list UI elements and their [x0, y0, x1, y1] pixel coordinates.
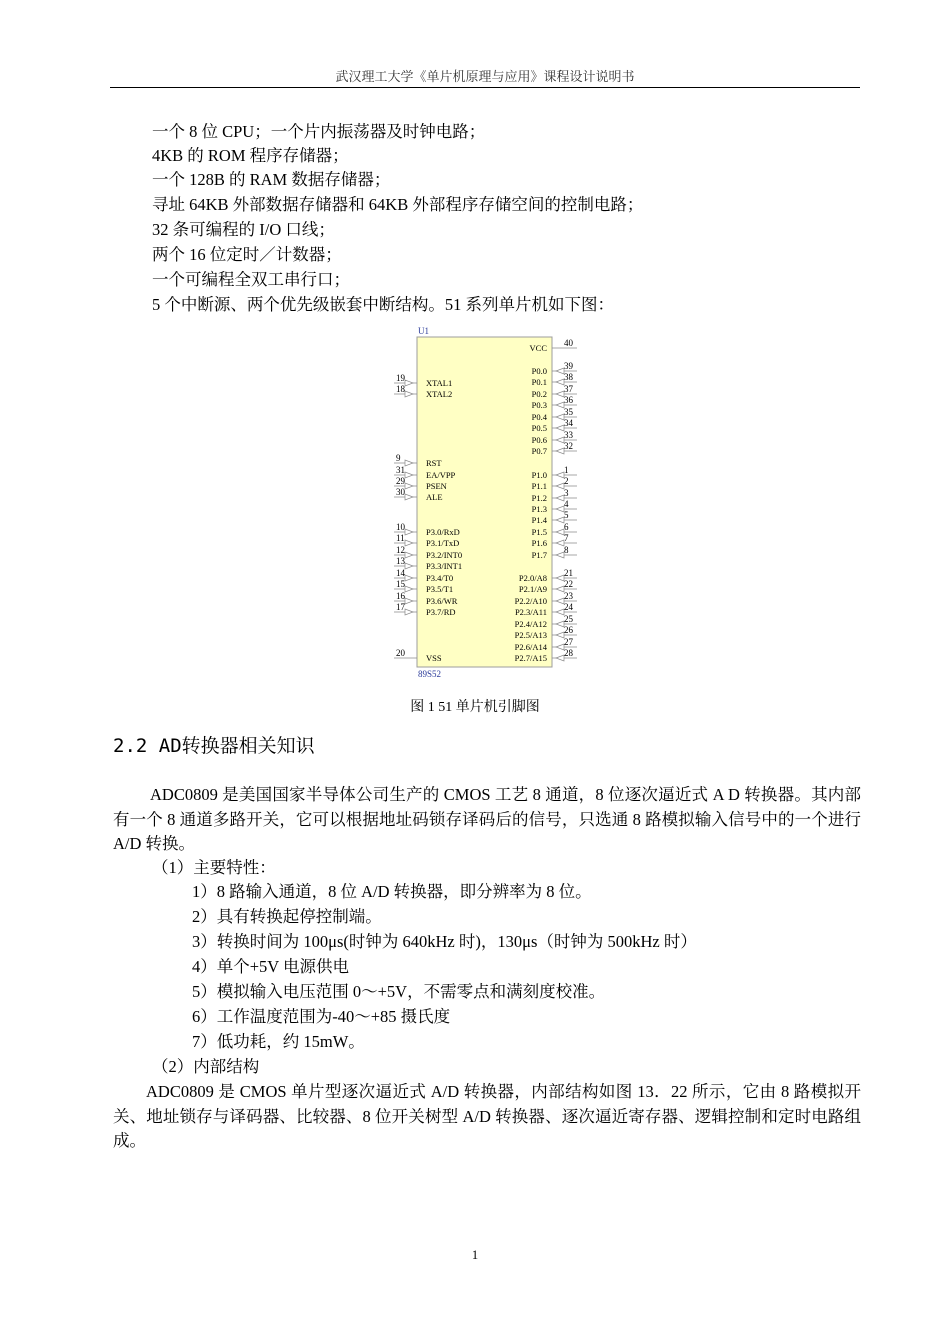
pin-arrow-icon — [405, 540, 413, 546]
pin-label: P2.7/A15 — [514, 653, 547, 663]
pin-number: 15 — [396, 579, 405, 589]
pin-arrow-icon — [556, 483, 564, 489]
pin-arrow-icon — [405, 380, 413, 386]
pin-number: 19 — [396, 373, 405, 383]
feature-line: 32 条可编程的 I/O 口线； — [152, 220, 335, 239]
pin-arrow-icon — [405, 609, 413, 615]
pin-number: 28 — [564, 648, 573, 658]
pin-arrow-icon — [556, 425, 564, 431]
pin-number: 11 — [396, 533, 405, 543]
spec-item: 7）低功耗，约 15mW。 — [192, 1032, 365, 1051]
pin-arrow-icon — [405, 391, 413, 397]
pin-arrow-icon — [405, 598, 413, 604]
pin-arrow-icon — [556, 609, 564, 615]
pin-number: 38 — [564, 372, 573, 382]
pin-label: P1.3 — [531, 504, 547, 514]
pin-label: P1.6 — [531, 538, 547, 548]
pin-label: XTAL2 — [426, 389, 453, 399]
pin-arrow-icon — [556, 495, 564, 501]
pin-label: P3.0/RxD — [426, 527, 460, 537]
pin-arrow-icon — [556, 540, 564, 546]
pin-label: P1.7 — [531, 550, 547, 560]
pin-number: 5 — [564, 510, 569, 520]
pin-number: 22 — [564, 579, 573, 589]
pin-arrow-icon — [556, 414, 564, 420]
pin-label: P0.0 — [531, 366, 547, 376]
pin-label: P3.4/T0 — [426, 573, 454, 583]
pin-number: 7 — [564, 533, 569, 543]
pin-arrow-icon — [556, 655, 564, 661]
chip-pinout-diagram — [380, 320, 590, 685]
pin-label: P0.4 — [531, 412, 547, 422]
pin-arrow-icon — [556, 379, 564, 385]
pin-label: VSS — [426, 653, 442, 663]
pin-label: P3.5/T1 — [426, 584, 454, 594]
intro-paragraph: ADC0809 是美国国家半导体公司生产的 CMOS 工艺 8 通道，8 位逐次逼近式 A D 转换器。其内部有一个 8 通道多路开关，它可以根据地址码锁存译码后的信号，只选通 8 路模拟输入信号中的一个进行 A/D 转换。 — [113, 785, 861, 853]
subheading-structure: （2）内部结构 — [152, 1057, 260, 1076]
pin-number: 25 — [564, 614, 573, 624]
pin-label: P2.2/A10 — [514, 596, 547, 606]
spec-item: 2）具有转换起停控制端。 — [192, 907, 382, 926]
pin-arrow-icon — [556, 448, 564, 454]
pin-label: P2.6/A14 — [514, 642, 547, 652]
pin-number: 32 — [564, 441, 573, 451]
pin-number: 14 — [396, 568, 405, 578]
pin-label: XTAL1 — [426, 378, 453, 388]
pin-label: P3.2/INT0 — [426, 550, 463, 560]
pin-number: 21 — [564, 568, 573, 578]
pin-number: 33 — [564, 430, 573, 440]
pin-number: 3 — [564, 488, 569, 498]
pin-arrow-icon — [556, 391, 564, 397]
pin-arrow-icon — [556, 552, 564, 558]
pin-arrow-icon — [556, 529, 564, 535]
pin-label: RST — [426, 458, 442, 468]
pin-number: 39 — [564, 361, 573, 371]
pin-number: 10 — [396, 522, 405, 532]
pin-label: P0.6 — [531, 435, 547, 445]
pin-number: 26 — [564, 625, 573, 635]
pin-number: 18 — [396, 384, 405, 394]
pin-number: 16 — [396, 591, 405, 601]
pin-label: P2.5/A13 — [514, 630, 547, 640]
subheading-features: （1）主要特性： — [152, 858, 276, 877]
feature-line: 寻址 64KB 外部数据存储器和 64KB 外部程序存储空间的控制电路； — [152, 195, 644, 214]
pin-label: P2.1/A9 — [518, 584, 547, 594]
pin-number: 30 — [396, 487, 405, 497]
pin-number: 36 — [564, 395, 573, 405]
pin-arrow-icon — [556, 437, 564, 443]
pin-label: P0.5 — [531, 423, 547, 433]
pin-arrow-icon — [405, 586, 413, 592]
pin-label: P3.7/RD — [426, 607, 456, 617]
pin-label: P1.1 — [531, 481, 547, 491]
chip-part-label: 89S52 — [418, 669, 442, 679]
feature-line: 两个 16 位定时／计数器； — [152, 245, 342, 264]
pin-arrow-icon — [556, 575, 564, 581]
pin-number: 12 — [396, 545, 405, 555]
pin-number: 2 — [564, 476, 569, 486]
pin-number: 27 — [564, 637, 573, 647]
chip-ref-label: U1 — [418, 326, 429, 336]
pin-number: 23 — [564, 591, 573, 601]
pin-number: 4 — [564, 499, 569, 509]
pin-arrow-icon — [556, 472, 564, 478]
pin-number: 35 — [564, 407, 573, 417]
pin-arrow-icon — [405, 552, 413, 558]
pin-arrow-icon — [556, 598, 564, 604]
pin-label: P1.5 — [531, 527, 547, 537]
pin-label: P0.1 — [531, 377, 547, 387]
pin-label: P1.4 — [531, 515, 547, 525]
figure-caption: 图 1 51 单片机引脚图 — [410, 700, 540, 715]
page-number: 1 — [471, 1248, 479, 1262]
spec-item: 1）8 路输入通道，8 位 A/D 转换器，即分辨率为 8 位。 — [192, 882, 592, 901]
pin-label: P2.3/A11 — [514, 607, 547, 617]
pin-number: 31 — [396, 465, 405, 475]
pin-number: 8 — [564, 545, 569, 555]
pin-label: P0.7 — [531, 446, 547, 456]
pin-label: P1.0 — [531, 470, 547, 480]
pin-label: P0.3 — [531, 400, 547, 410]
pin-label: P3.1/TxD — [426, 538, 460, 548]
pin-label: VCC — [529, 343, 547, 353]
section-heading: 2.2 AD转换器相关知识 — [113, 735, 315, 757]
pin-number: 6 — [564, 522, 569, 532]
pin-number: 17 — [396, 602, 405, 612]
pin-number: 9 — [396, 453, 401, 463]
pin-label: ALE — [426, 492, 443, 502]
pin-label: P2.0/A8 — [518, 573, 547, 583]
feature-line: 4KB 的 ROM 程序存储器； — [152, 146, 349, 165]
spec-item: 3）转换时间为 100μs(时钟为 640kHz 时)，130μs（时钟为 500kHz 时） — [192, 932, 697, 951]
pin-label: P1.2 — [531, 493, 547, 503]
pin-number: 20 — [396, 648, 405, 658]
pin-arrow-icon — [556, 402, 564, 408]
pin-label: PSEN — [426, 481, 447, 491]
feature-line: 一个 128B 的 RAM 数据存储器； — [152, 170, 391, 189]
pin-arrow-icon — [405, 575, 413, 581]
pin-number: 1 — [564, 465, 569, 475]
pin-label: P2.4/A12 — [514, 619, 547, 629]
pin-number: 34 — [564, 418, 573, 428]
pin-number: 29 — [396, 476, 405, 486]
pin-arrow-icon — [556, 644, 564, 650]
feature-line: 一个可编程全双工串行口； — [152, 270, 350, 289]
pin-arrow-icon — [556, 368, 564, 374]
pin-arrow-icon — [405, 460, 413, 466]
pin-arrow-icon — [405, 563, 413, 569]
pin-arrow-icon — [556, 632, 564, 638]
pin-label: P3.6/WR — [426, 596, 458, 606]
structure-paragraph: ADC0809 是 CMOS 单片型逐次逼近式 A/D 转换器，内部结构如图 13．22 所示，它由 8 路模拟开关、地址锁存与译码器、比较器、8 位开关树型 A/D 转换器、逐次逼近寄存器、逻辑控制和定时电路组成。 — [113, 1082, 861, 1150]
pin-label: P3.3/INT1 — [426, 561, 463, 571]
pin-arrow-icon — [556, 506, 564, 512]
pin-number: 13 — [396, 556, 405, 566]
header-rule — [110, 87, 860, 88]
pin-label: EA/VPP — [426, 470, 456, 480]
pin-arrow-icon — [405, 529, 413, 535]
pin-arrow-icon — [405, 494, 413, 500]
feature-line: 5 个中断源、两个优先级嵌套中断结构。51 系列单片机如下图： — [152, 295, 614, 314]
pin-label: P0.2 — [531, 389, 547, 399]
spec-item: 4）单个+5V 电源供电 — [192, 957, 350, 976]
spec-item: 5）模拟输入电压范围 0～+5V，不需零点和满刻度校准。 — [192, 982, 606, 1001]
pin-arrow-icon — [556, 586, 564, 592]
feature-line: 一个 8 位 CPU；一个片内振荡器及时钟电路； — [152, 122, 486, 141]
pin-arrow-icon — [556, 621, 564, 627]
pin-number: 24 — [564, 602, 573, 612]
pin-arrow-icon — [405, 472, 413, 478]
page-header: 武汉理工大学《单片机原理与应用》课程设计说明书 — [335, 69, 635, 84]
pin-arrow-icon — [556, 517, 564, 523]
pin-number: 37 — [564, 384, 573, 394]
spec-item: 6）工作温度范围为-40～+85 摄氏度 — [192, 1007, 451, 1026]
pin-number: 40 — [564, 338, 573, 348]
pin-arrow-icon — [405, 483, 413, 489]
